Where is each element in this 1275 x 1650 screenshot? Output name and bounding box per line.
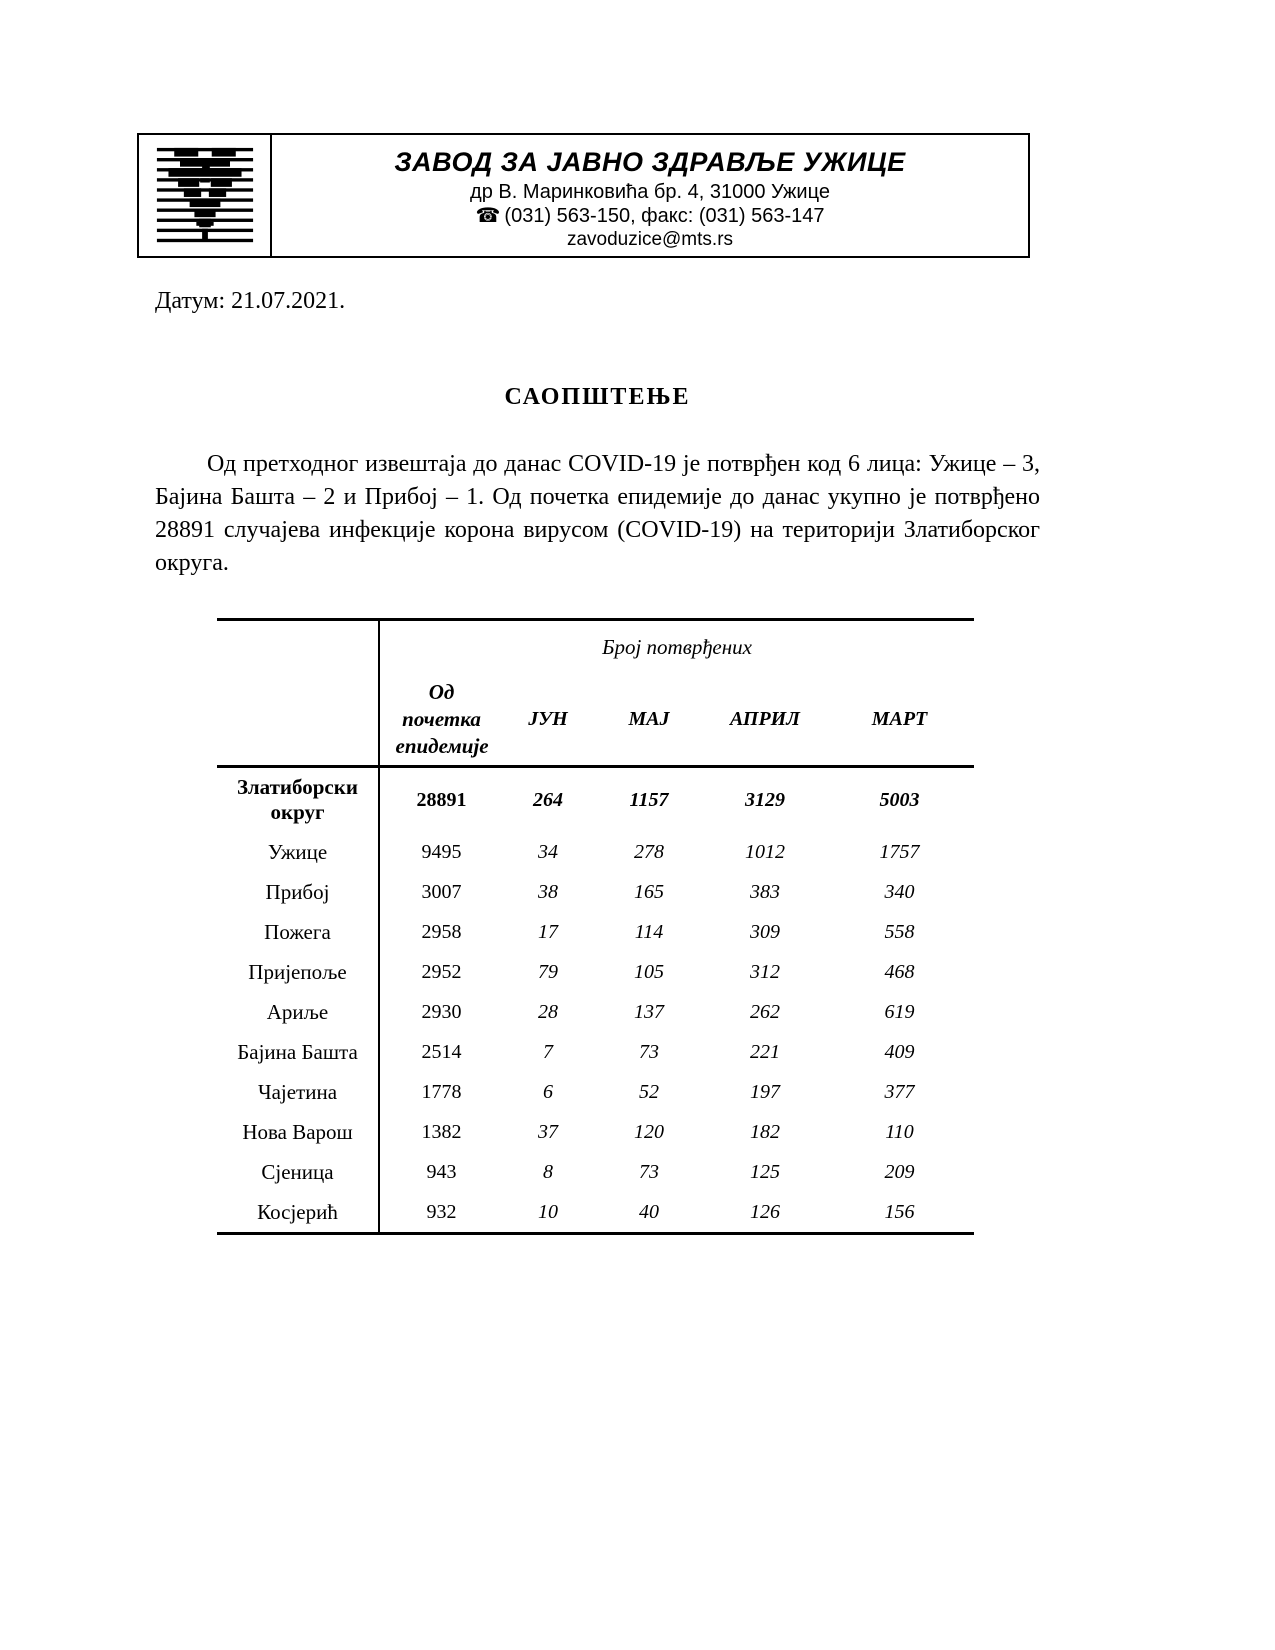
empty-corner-cell xyxy=(217,620,379,674)
table-row xyxy=(217,872,974,912)
municipality-name: Чајетина xyxy=(217,1072,379,1112)
municipality-name: Пријепоље xyxy=(217,952,379,992)
value-cell: 221 xyxy=(750,1040,780,1063)
value-cell: 264 xyxy=(533,788,563,811)
table-body xyxy=(217,767,974,1234)
table-group-header: Број потврђених xyxy=(602,634,752,659)
value-cell: 114 xyxy=(634,920,664,943)
value-cell: 197 xyxy=(750,1080,780,1103)
value-cell: 1012 xyxy=(745,840,785,863)
value-cell: 9495 xyxy=(421,840,462,863)
value-cell: 262 xyxy=(750,1000,780,1023)
value-cell: 340 xyxy=(884,880,915,903)
value-cell: 309 xyxy=(750,920,780,943)
value-cell: 73 xyxy=(639,1040,659,1063)
value-cell: 125 xyxy=(750,1160,780,1183)
value-cell: 17 xyxy=(538,920,558,943)
value-cell: 165 xyxy=(634,880,664,903)
phone-icon: ☎ xyxy=(475,205,501,227)
value-cell: 79 xyxy=(538,960,558,983)
value-cell: 110 xyxy=(885,1120,914,1143)
value-cell: 3007 xyxy=(421,880,462,903)
institute-phone: (031) 563-150, факс: (031) 563-147 xyxy=(504,205,825,227)
column-header: МАЈ xyxy=(628,707,670,730)
table-header xyxy=(217,620,974,767)
value-cell: 73 xyxy=(639,1160,659,1183)
value-cell: 105 xyxy=(634,960,664,983)
table-row xyxy=(217,1032,974,1072)
value-cell: 28 xyxy=(538,1000,558,1023)
value-cell: 40 xyxy=(639,1200,659,1223)
value-cell: 182 xyxy=(750,1120,780,1143)
value-cell: 1157 xyxy=(629,788,669,811)
table-row xyxy=(217,767,974,833)
institute-address: др В. Маринковића бр. 4, 31000 Ужице xyxy=(470,181,830,203)
value-cell: 312 xyxy=(750,960,780,983)
value-cell: 52 xyxy=(639,1080,659,1103)
municipality-name: Косјерић xyxy=(217,1192,379,1234)
municipality-name: Прибој xyxy=(217,872,379,912)
value-cell: 156 xyxy=(884,1200,915,1223)
column-header: МАРТ xyxy=(871,707,928,730)
table-group-header-row xyxy=(217,620,974,674)
value-cell: 278 xyxy=(634,840,664,863)
letterhead-box xyxy=(137,133,1030,258)
value-cell: 6 xyxy=(543,1080,553,1103)
value-cell: 2930 xyxy=(421,1000,462,1023)
document-title: САОПШТЕЊЕ xyxy=(504,384,691,410)
value-cell: 3129 xyxy=(745,788,785,811)
institute-logo-icon xyxy=(155,147,255,245)
value-cell: 34 xyxy=(538,840,558,863)
column-header: Од почетка епидемије xyxy=(395,679,489,758)
covid-cases-table xyxy=(217,618,974,1235)
value-cell: 7 xyxy=(543,1040,553,1063)
table-row xyxy=(217,1072,974,1112)
letterhead-info xyxy=(272,135,1028,256)
empty-corner-cell xyxy=(217,673,379,767)
column-header: ЈУН xyxy=(528,707,568,730)
value-cell: 377 xyxy=(884,1080,915,1103)
municipality-name: Ариље xyxy=(217,992,379,1032)
municipality-name: Нова Варош xyxy=(217,1112,379,1152)
value-cell: 38 xyxy=(538,880,558,903)
value-cell: 5003 xyxy=(879,788,920,811)
value-cell: 10 xyxy=(538,1200,558,1223)
table-row xyxy=(217,1152,974,1192)
institute-phone-line xyxy=(272,204,1028,228)
value-cell: 468 xyxy=(884,960,915,983)
value-cell: 120 xyxy=(634,1120,664,1143)
value-cell: 37 xyxy=(538,1120,558,1143)
table-row xyxy=(217,1112,974,1152)
value-cell: 137 xyxy=(634,1000,664,1023)
value-cell: 2958 xyxy=(421,920,462,943)
value-cell: 932 xyxy=(426,1200,457,1223)
municipality-name: Сјеница xyxy=(217,1152,379,1192)
value-cell: 558 xyxy=(884,920,915,943)
value-cell: 619 xyxy=(884,1000,915,1023)
table-row xyxy=(217,832,974,872)
municipality-name: Ужице xyxy=(217,832,379,872)
value-cell: 8 xyxy=(543,1160,553,1183)
column-header: АПРИЛ xyxy=(730,707,800,730)
column-header-row xyxy=(217,673,974,767)
value-cell: 28891 xyxy=(416,788,467,811)
institute-logo xyxy=(139,135,272,256)
value-cell: 1778 xyxy=(421,1080,462,1103)
institute-name: ЗАВОД ЗА ЈАВНО ЗДРАВЉЕ УЖИЦЕ xyxy=(394,147,906,177)
value-cell: 209 xyxy=(884,1160,915,1183)
value-cell: 1382 xyxy=(421,1120,462,1143)
value-cell: 1757 xyxy=(879,840,920,863)
municipality-name: Пожега xyxy=(217,912,379,952)
value-cell: 409 xyxy=(884,1040,915,1063)
value-cell: 2514 xyxy=(421,1040,462,1063)
table-row xyxy=(217,952,974,992)
value-cell: 2952 xyxy=(421,960,462,983)
institute-email: zavoduzice@mts.rs xyxy=(566,229,734,250)
table-row xyxy=(217,912,974,952)
body-paragraph: Од претходног извештаја до данас COVID-19 је потврђен код 6 лица: Ужице – 3, Бајина Башта – 2 и Прибој – 1. Од почетка епидемије до данас укупно је потврђено 28891 случајева инфекције корона вирусом (COVID-19) на територији Златиборског округа. xyxy=(155,451,1040,576)
value-cell: 383 xyxy=(750,880,780,903)
date-line: Датум: 21.07.2021. xyxy=(155,288,346,314)
value-cell: 943 xyxy=(426,1160,457,1183)
table-row xyxy=(217,992,974,1032)
table-row xyxy=(217,1192,974,1234)
value-cell: 126 xyxy=(750,1200,780,1223)
municipality-name: Златиборски округ xyxy=(217,767,379,833)
municipality-name: Бајина Башта xyxy=(217,1032,379,1072)
